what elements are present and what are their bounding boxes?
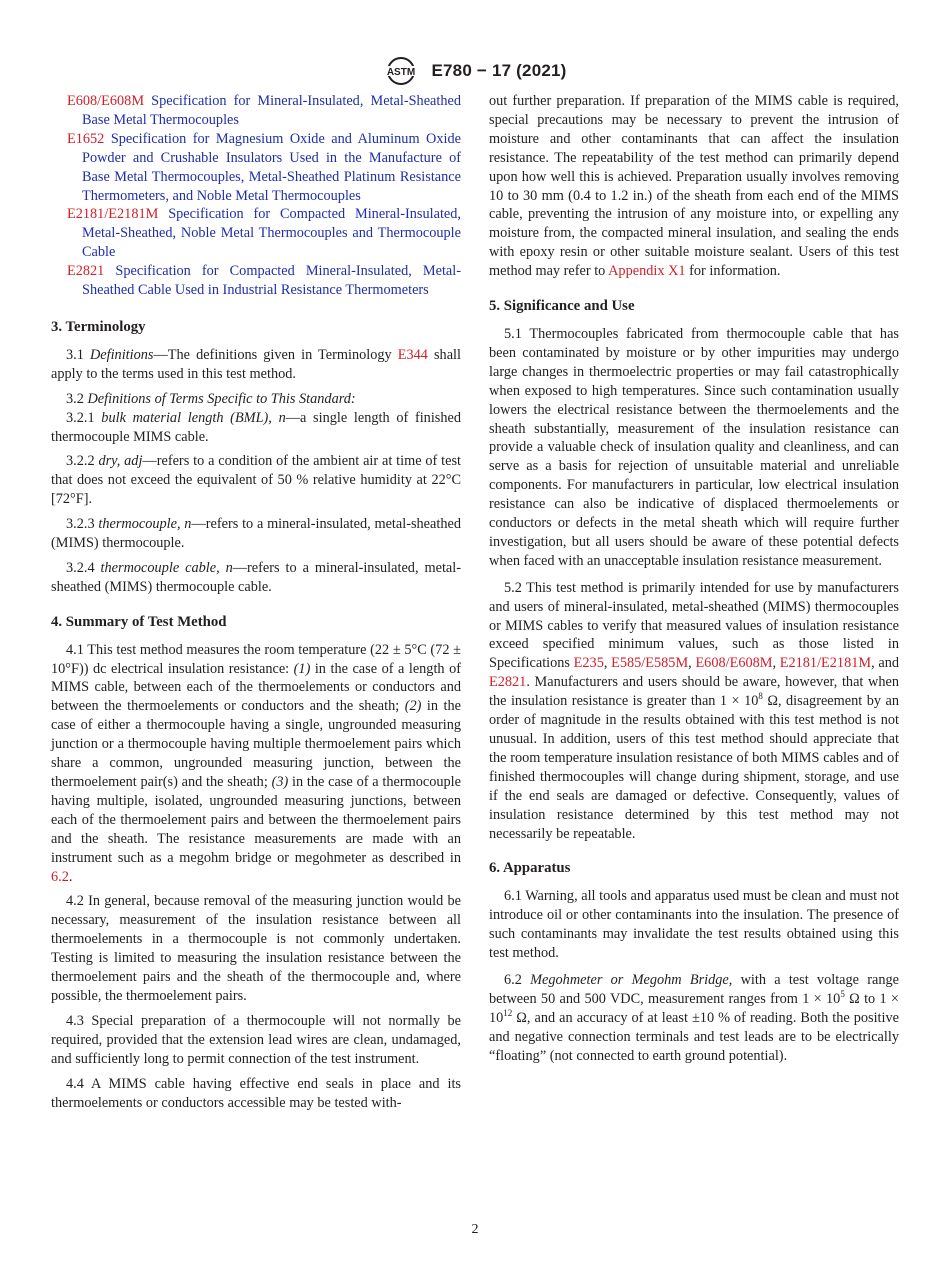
clause-text: . Manufacturers and users should be aware, however, that when the insulation resistance is greater than 1 × 10 [489, 674, 899, 710]
reference-code-link[interactable]: E2821 [67, 263, 105, 280]
paragraph-3-1 [51, 346, 461, 384]
reference-title: Specification for Magnesium Oxide and Aluminum Oxide Powder and Crushable Insulators Used in the Manufacture of Base Metal Thermocouples, Metal-Sheathed Platinum Resistance Thermometers, and Noble Metal Thermocouples [82, 130, 461, 204]
reference-code-link[interactable]: E608/E608M [67, 93, 145, 109]
reference-code-link[interactable]: E2181/E2181M [67, 206, 159, 223]
reference-item [51, 262, 461, 300]
reference-title: Specification for Compacted Mineral-Insulated, Metal-Sheathed Cable Used in Industrial Resistance Thermometers [82, 263, 461, 299]
clause-term: Definitions [89, 346, 154, 363]
clause-number: 3.1 [66, 346, 84, 363]
clause-term: Megohmeter or Megohm Bridge, [530, 971, 733, 988]
section-heading-terminology: 3. Terminology [51, 318, 146, 335]
reference-link-e2821[interactable]: E2821 [489, 674, 527, 691]
clause-text: . [68, 868, 73, 885]
clause-term: dry, adj [98, 453, 143, 470]
section-heading-summary: 4. Summary of Test Method [51, 613, 227, 630]
paragraph-4-4-start: 4.4 A MIMS cable having effective end seals in place and its thermoelements or conductors accessible may be tested with- [51, 1075, 461, 1111]
clause-text: Ω to 1 × 10 [489, 990, 899, 1026]
left-column [51, 92, 461, 1118]
reference-item [51, 205, 461, 262]
page-number: 2 [471, 1222, 479, 1237]
clause-text: Ω, and an accuracy of at least ±10 % of reading. Both the positive and negative connection terminals and test leads are to be electrically “floating” (not connected to earth ground potential). [489, 1009, 899, 1064]
paragraph-3-2-4 [51, 559, 461, 597]
paragraph-4-3: 4.3 Special preparation of a thermocouple will not normally be required, provided that the extension lead wires are clean, undamaged, and sufficiently long to permit connection of the test instrument. [51, 1012, 461, 1067]
clause-number: 3.2 [66, 390, 84, 407]
clause-number: 3.2.4 [66, 559, 95, 576]
paragraph-3-2 [51, 390, 461, 409]
section-link-6-2[interactable]: 6.2 [51, 868, 69, 885]
clause-enum: (3) [271, 774, 289, 790]
clause-text: —The definitions given in Terminology [153, 346, 392, 363]
reference-link-e344[interactable]: E344 [397, 346, 428, 363]
paragraph-3-2-2 [51, 452, 461, 509]
clause-text: in the case of a length of MIMS cable, between each of the thermoelements or conductors and between the thermoelements or conductors and the sheath; [51, 660, 461, 715]
clause-text: out further preparation. If preparation of the MIMS cable is required, special precautions may be necessary to prevent the intrusion of moisture and other contaminants that can affect the insulation resistance. The repeatability of the test method can primarily depend upon how well this is achieved. Preparation usually involves removing 10 to 30 mm (0.4 to 1.2 in.) of the sheath from each end of the MIMS cable, preventing the intrusion of any moisture into, or expelling any moisture from, the compacted mineral insulation, and sealing the ends with epoxy resin or other suitable moisture sealant. Users of this test method may refer to [489, 93, 899, 280]
document-designation: E780 − 17 (2021) [431, 61, 567, 80]
paragraph-4-1 [51, 641, 461, 887]
clause-number: 6.2 [504, 971, 522, 988]
exponent: 12 [503, 1008, 513, 1019]
clause-term: thermocouple, n [98, 516, 192, 533]
paragraph-5-2: 5.2 This test method is primarily intended for use by manufacturers and users of mineral-insulated, metal-sheathed (MIMS) thermocouples or MIMS cables to verify that measured values of insulation resistance exceed specified minimum values, such as those listed in Specifications E235, E585/E585M, E608/E608M, E2181/E2181M, and E2821. Manufacturers and users should be aware, however, that when the insulation resistance is greater than $1 \times 10^8$ Ω, disagreement by an order of magnitude in the results obtained with this test method is not unusual. In addition, users of this test method should appreciate that the room temperature insulation resistance of both MIMS cables and of finished thermocouples will change during shipment, storage, and use if the end seals are damaged or defective. Consequently, values of insulation resistance determined by this test method may not necessarily be repeatable. [489, 579, 900, 842]
clause-term: thermocouple cable, n [100, 559, 233, 576]
reference-link-e235[interactable]: E235 [573, 655, 604, 672]
paragraph-4-4-continued [489, 92, 899, 281]
svg-text:ASTM: ASTM [387, 67, 416, 78]
page-header [0, 56, 950, 86]
clause-text: 5.2 This test method is primarily intended for use by manufacturers and users of mineral-insulated, metal-sheathed (MIMS) thermocouples or MIMS cables to verify that measured values of insulation resistance exceed specified minimum values, such as those listed in Specifications [489, 579, 899, 672]
clause-enum: (1) [293, 660, 311, 677]
clause-term: Definitions of Terms Specific to This Standard: [87, 390, 356, 407]
clause-text: —refers to a condition of the ambient air at time of test that does not exceed the equivalent of 50 % relative humidity at 22°C [72°F]. [51, 453, 462, 508]
paragraph-6-2 [489, 971, 899, 1066]
clause-text: —refers to a mineral-insulated, metal-sheathed (MIMS) thermocouple. [51, 516, 461, 552]
exponent: 8 [758, 691, 763, 702]
paragraph-4-2: 4.2 In general, because removal of the measuring junction would be necessary, measurement of the insulation resistance between all thermoelements in a thermocouple is not commonly undertaken. Testing is limited to measuring the insulation resistance between the thermoelement pairs and the sheath of the thermocouple and, where possible, the thermoelement pairs. [51, 893, 461, 1004]
paragraph-3-2-3 [51, 515, 461, 553]
right-column [489, 92, 899, 1072]
clause-text: for information. [685, 263, 781, 280]
clause-text: and [878, 655, 900, 672]
clause-number: 3.2.1 [66, 409, 95, 426]
clause-text: —refers to a mineral-insulated, metal-sheathed (MIMS) thermocouple cable. [51, 559, 461, 595]
clause-text: —a single length of finished thermocouple MIMS cable. [51, 409, 461, 445]
appendix-link-x1[interactable]: Appendix X1 [608, 263, 686, 280]
section-heading-significance: 5. Significance and Use [489, 298, 635, 315]
reference-link-e2181[interactable]: E2181/E2181M [779, 655, 872, 672]
reference-code-link[interactable]: E1652 [67, 130, 105, 147]
section-heading-apparatus: 6. Apparatus [489, 860, 571, 877]
reference-item [51, 130, 461, 206]
paragraph-6-1: 6.1 Warning, all tools and apparatus used must be clean and must not introduce oil or other contaminants into the insulation. The presence of such contaminants may invalidate the test results obtained using this test method. [489, 888, 899, 962]
clause-text: Ω, disagreement by an order of magnitude in the results obtained with this test method is not unusual. In addition, users of this test method should appreciate that the room temperature insulation resistance of both MIMS cables and of finished thermocouples will change during shipment, storage, and use if the end seals are damaged or defective. Consequently, values of insulation resistance determined by this test method may not necessarily be repeatable. [489, 693, 899, 842]
clause-text: 4.1 This test method measures the room temperature (22 ± 5°C (72 ± 10°F)) dc electrical insulation resistance: [51, 641, 461, 677]
clause-number: 3.2.2 [66, 453, 95, 470]
exponent: 5 [840, 989, 845, 1000]
paragraph-3-2-1 [51, 409, 461, 447]
clause-text: with a test voltage range between 50 and 500 VDC, measurement ranges from 1 × 10 [489, 971, 900, 1007]
clause-enum: (2) [404, 698, 422, 715]
clause-number: 3.2.3 [66, 516, 95, 533]
clause-text: in the case of a thermocouple having multiple, isolated, ungrounded measuring junctions, between each of the thermoelement pairs and between the thermoelement pairs and the sheath. The resistance measurements are made with an instrument such as a megohm bridge or megohmeter as described in [51, 774, 461, 866]
paragraph-5-1: 5.1 Thermocouples fabricated from thermocouple cable that has been contaminated by moisture or by other impurities may undergo large changes in thermoelectric properties or may fail catastrophically when exposed to high temperatures. Since such contamination usually lowers the electrical resistance between the thermoelements and the sheath substantially, measurement of the insulation resistance can provide a valuable check of insulation quality and cleanliness, and can serve as a basis for rejection of unsuitable material and unreliable components. For manufacturers in particular, low electrical insulation resistance can also be indicative of displaced thermoelements or conductors or defects in the metal sheath which will require further investigation, but all users should be aware of these potential defects when faced with an unacceptable insulation resistance measurement. [489, 325, 899, 569]
reference-link-e585[interactable]: E585/E585M [611, 655, 689, 672]
reference-title: Specification for Compacted Mineral-Insulated, Metal-Sheathed, Noble Metal Thermocouples and Thermocouple Cable [82, 206, 461, 261]
clause-text: in the case of either a thermocouple having a single, ungrounded measuring junction or a thermocouple having multiple thermoelement pairs which share a common, ungrounded measuring junction, between the thermoelement pair(s) and the sheath; [51, 698, 461, 790]
reference-title: Specification for Mineral-Insulated, Metal-Sheathed Base Metal Thermocouples [82, 93, 461, 128]
clause-term: bulk material length (BML), n [101, 409, 286, 426]
astm-logo-icon [383, 56, 419, 86]
reference-link-e608[interactable]: E608/E608M [695, 655, 773, 672]
clause-text: shall apply to the terms used in this test method. [51, 346, 461, 382]
reference-item [51, 92, 461, 130]
